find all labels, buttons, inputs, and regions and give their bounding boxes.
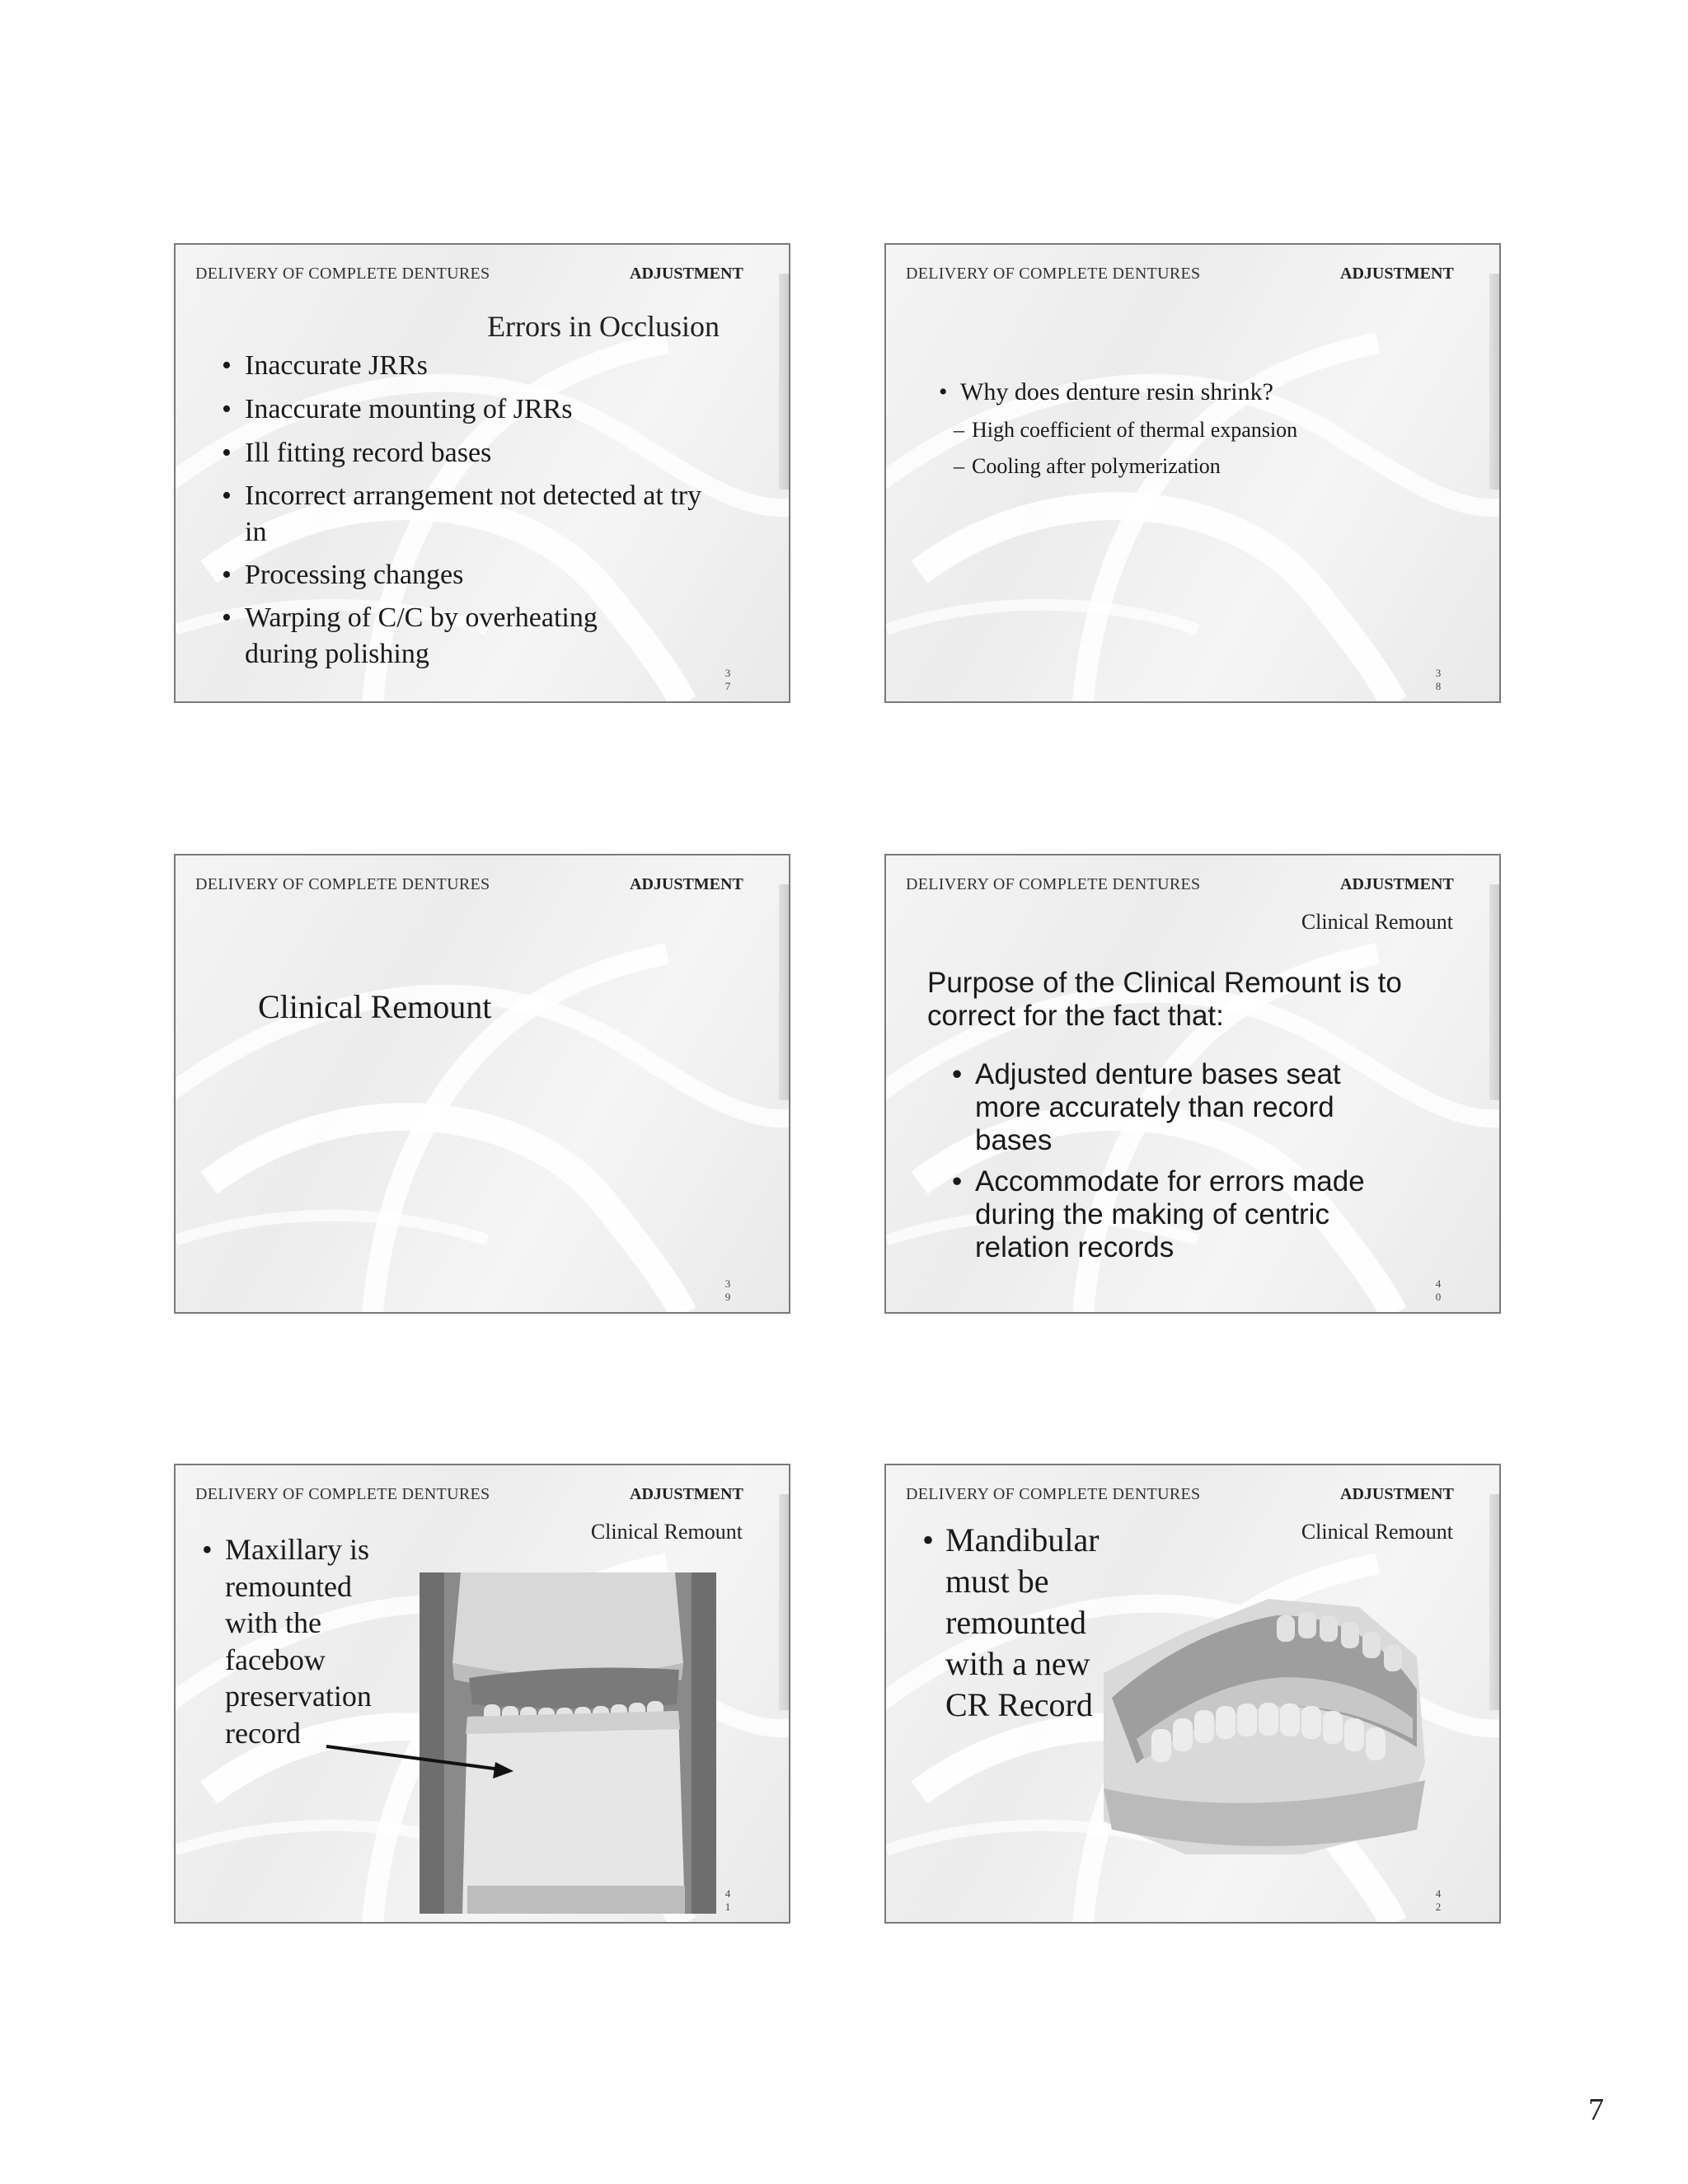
arrow-icon bbox=[176, 1465, 790, 1924]
slide-number-digit: 1 bbox=[724, 1900, 731, 1913]
slide-header-left: DELIVERY OF COMPLETE DENTURES bbox=[195, 265, 490, 283]
slide-number-digit: 7 bbox=[724, 680, 731, 692]
slide-sidebar bbox=[1489, 884, 1499, 1100]
bullet-text: • Mandibular must be remounted with a new CR Record bbox=[945, 1520, 1127, 1726]
slide-number bbox=[1434, 1887, 1442, 1914]
slide-number-digit: 4 bbox=[724, 1887, 731, 1900]
slide-header-right: ADJUSTMENT bbox=[630, 875, 743, 893]
slide-sidebar bbox=[779, 274, 789, 490]
slide-sidebar bbox=[779, 884, 789, 1100]
slide-42 bbox=[884, 1464, 1501, 1924]
slide-title: Errors in Occlusion bbox=[487, 310, 720, 343]
slide-header-right: ADJUSTMENT bbox=[1340, 1485, 1454, 1503]
slide-header-right: ADJUSTMENT bbox=[630, 265, 743, 283]
slide-title: Clinical Remount bbox=[258, 988, 492, 1025]
slide-number-digit: 9 bbox=[724, 1291, 731, 1303]
slide-number-digit: 0 bbox=[1435, 1291, 1442, 1303]
slide-40 bbox=[884, 854, 1501, 1314]
bullet-list bbox=[975, 1058, 1404, 1272]
list-item: • Warping of C/C by overheating during polishing bbox=[245, 600, 673, 673]
list-item: • Inaccurate mounting of JRRs bbox=[245, 391, 706, 429]
slide-header-left: DELIVERY OF COMPLETE DENTURES bbox=[906, 875, 1201, 893]
slide-number-digit: 4 bbox=[1435, 1277, 1442, 1290]
question-bullet: • Why does denture resin shrink? bbox=[960, 378, 1273, 406]
slide-background-swoosh bbox=[176, 855, 789, 1312]
list-item: • Incorrect arrangement not detected at try in bbox=[245, 478, 706, 551]
bullet-text: • Maxillary is remounted with the facebow preservation record bbox=[225, 1531, 406, 1751]
slide-header-left: DELIVERY OF COMPLETE DENTURES bbox=[195, 875, 490, 893]
slide-number-digit: 3 bbox=[724, 667, 731, 679]
slide-header-right: ADJUSTMENT bbox=[630, 1485, 743, 1503]
purpose-text: Purpose of the Clinical Remount is to correct for the fact that: bbox=[927, 967, 1402, 1032]
list-item: • Processing changes bbox=[245, 556, 706, 594]
slide-number bbox=[724, 1887, 732, 1914]
slide-number-digit: 4 bbox=[1435, 1887, 1442, 1900]
slide-sidebar bbox=[1489, 274, 1499, 490]
sub-bullet: – Cooling after polymerization bbox=[972, 454, 1221, 479]
slide-number bbox=[1434, 1277, 1442, 1304]
slide-37 bbox=[174, 243, 790, 703]
slide-header-left: DELIVERY OF COMPLETE DENTURES bbox=[906, 265, 1201, 283]
sub-bullet: – High coefficient of thermal expansion bbox=[972, 418, 1297, 443]
slide-number-digit: 3 bbox=[1435, 667, 1442, 679]
list-item: • Inaccurate JRRs bbox=[245, 347, 706, 385]
slide-sidebar bbox=[1489, 1494, 1499, 1710]
slide-39 bbox=[174, 854, 790, 1314]
slide-38 bbox=[884, 243, 1501, 703]
page-number: 7 bbox=[1588, 2093, 1604, 2127]
mandibular-denture-photo bbox=[1087, 1582, 1442, 1871]
slide-title: Clinical Remount bbox=[590, 1520, 743, 1544]
slide-number-digit: 2 bbox=[1435, 1900, 1442, 1913]
slide-number-digit: 3 bbox=[724, 1277, 731, 1290]
slide-41 bbox=[174, 1464, 790, 1924]
slide-number-digit: 8 bbox=[1435, 680, 1442, 692]
slide-title: Clinical Remount bbox=[1301, 1520, 1453, 1544]
denture-image bbox=[1087, 1582, 1442, 1871]
slide-number bbox=[1434, 667, 1442, 693]
list-item: • Ill fitting record bases bbox=[245, 434, 706, 472]
list-item: • Adjusted denture bases seat more accurately than record bases bbox=[975, 1058, 1404, 1157]
slide-number bbox=[724, 1277, 732, 1304]
list-item: • Accommodate for errors made during the making of centric relation records bbox=[975, 1165, 1404, 1264]
slide-number bbox=[724, 667, 732, 693]
slide-header-left: DELIVERY OF COMPLETE DENTURES bbox=[195, 1485, 490, 1503]
slide-header-right: ADJUSTMENT bbox=[1340, 875, 1454, 893]
bullet-list bbox=[245, 347, 706, 678]
slide-header-right: ADJUSTMENT bbox=[1340, 265, 1454, 283]
slide-title: Clinical Remount bbox=[1301, 910, 1453, 934]
slide-header-left: DELIVERY OF COMPLETE DENTURES bbox=[906, 1485, 1201, 1503]
